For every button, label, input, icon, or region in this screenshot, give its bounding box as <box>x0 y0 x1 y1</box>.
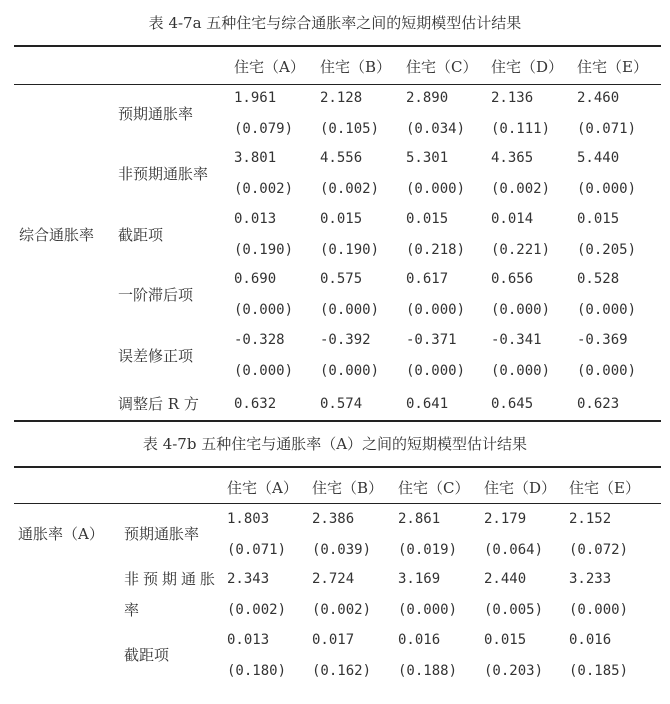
table-a-value: 2.128 <box>320 90 363 106</box>
table-b-value: 2.386 <box>312 511 355 527</box>
table-a-value: 0.528 <box>577 271 620 287</box>
table-a-pvalue: (0.000) <box>406 302 466 318</box>
table-a-row-label: 截距项 <box>118 226 164 244</box>
table-a-value: 4.556 <box>320 150 363 166</box>
table-b-pvalue: (0.000) <box>398 602 458 618</box>
table-a-value: -0.328 <box>234 332 285 348</box>
table-a-value: 0.656 <box>491 271 534 287</box>
table-a-r2-value: 0.645 <box>491 396 534 412</box>
table-a-caption: 表 4-7a 五种住宅与综合通胀率之间的短期模型估计结果 <box>148 14 522 32</box>
table-a-pvalue: (0.000) <box>320 363 380 379</box>
table-a-value: 0.014 <box>491 211 534 227</box>
table-b-pvalue: (0.180) <box>227 663 287 679</box>
table-b-row-label: 截距项 <box>124 646 170 664</box>
table-a-header-rule <box>14 84 661 85</box>
table-a-value: -0.371 <box>406 332 457 348</box>
table-b-value: 1.803 <box>227 511 270 527</box>
table-b-pvalue: (0.071) <box>227 542 287 558</box>
table-a-pvalue: (0.000) <box>406 363 466 379</box>
table-a-pvalue: (0.000) <box>234 363 294 379</box>
table-b-value: 2.440 <box>484 571 527 587</box>
table-b-pvalue: (0.203) <box>484 663 544 679</box>
table-a-value: 1.961 <box>234 90 277 106</box>
table-b-value: 2.152 <box>569 511 612 527</box>
table-b-pvalue: (0.072) <box>569 542 629 558</box>
table-a-pvalue: (0.000) <box>406 181 466 197</box>
table-a-value: 2.890 <box>406 90 449 106</box>
table-a-pvalue: (0.034) <box>406 121 466 137</box>
table-a-r2-label: 调整后 R 方 <box>118 395 199 413</box>
table-a-pvalue: (0.000) <box>491 363 551 379</box>
table-a-bottom-rule <box>14 420 661 422</box>
table-a-pvalue: (0.190) <box>320 242 380 258</box>
table-a-r2-value: 0.574 <box>320 396 363 412</box>
table-a-r2-value: 0.641 <box>406 396 449 412</box>
table-b-value: 2.724 <box>312 571 355 587</box>
table-a-value: 0.575 <box>320 271 363 287</box>
table-a-pvalue: (0.111) <box>491 121 551 137</box>
table-b-header-a: 住宅（A） <box>227 479 298 497</box>
table-b-header-rule <box>14 503 661 504</box>
table-a-value: 0.013 <box>234 211 277 227</box>
table-a-pvalue: (0.190) <box>234 242 294 258</box>
table-a-header-e: 住宅（E） <box>577 58 648 76</box>
table-b-group-label: 通胀率（A） <box>18 525 104 543</box>
table-b-header-e: 住宅（E） <box>569 479 640 497</box>
table-a-header-a: 住宅（A） <box>234 58 305 76</box>
table-a-value: 0.015 <box>406 211 449 227</box>
table-b-value: 3.169 <box>398 571 441 587</box>
table-a-pvalue: (0.218) <box>406 242 466 258</box>
table-b-header-b: 住宅（B） <box>312 479 384 497</box>
table-b-header-c: 住宅（C） <box>398 479 470 497</box>
table-a-r2-value: 0.632 <box>234 396 277 412</box>
table-a-value: 2.136 <box>491 90 534 106</box>
table-a-value: 0.617 <box>406 271 449 287</box>
table-a-row-label: 误差修正项 <box>118 347 194 365</box>
table-a-pvalue: (0.002) <box>320 181 380 197</box>
table-a-value: 3.801 <box>234 150 277 166</box>
table-b-pvalue: (0.188) <box>398 663 458 679</box>
table-a-value: 5.301 <box>406 150 449 166</box>
table-b-value: 0.016 <box>398 632 441 648</box>
table-a-value: 2.460 <box>577 90 620 106</box>
table-a-value: 0.015 <box>577 211 620 227</box>
table-a-pvalue: (0.000) <box>577 302 637 318</box>
table-a-row-label: 一阶滞后项 <box>118 286 194 304</box>
table-b-value: 3.233 <box>569 571 612 587</box>
table-a-value: 4.365 <box>491 150 534 166</box>
table-b-value: 2.179 <box>484 511 527 527</box>
table-a-pvalue: (0.000) <box>320 302 380 318</box>
table-a-pvalue: (0.000) <box>577 363 637 379</box>
table-b-value: 0.016 <box>569 632 612 648</box>
table-b-pvalue: (0.002) <box>227 602 287 618</box>
table-a-header-b: 住宅（B） <box>320 58 392 76</box>
table-b-pvalue: (0.039) <box>312 542 372 558</box>
table-b-value: 0.017 <box>312 632 355 648</box>
table-a-value: -0.341 <box>491 332 542 348</box>
table-b-value: 0.015 <box>484 632 527 648</box>
table-a-pvalue: (0.000) <box>491 302 551 318</box>
table-a-pvalue: (0.205) <box>577 242 637 258</box>
table-b-value: 2.343 <box>227 571 270 587</box>
table-a-pvalue: (0.079) <box>234 121 294 137</box>
table-a-top-rule <box>14 45 661 47</box>
table-a-header-d: 住宅（D） <box>491 58 564 76</box>
table-a-value: 0.015 <box>320 211 363 227</box>
table-a-value: -0.392 <box>320 332 371 348</box>
table-a-value: 0.690 <box>234 271 277 287</box>
table-a-row-label: 非预期通胀率 <box>118 165 209 183</box>
table-a-pvalue: (0.105) <box>320 121 380 137</box>
table-b-pvalue: (0.019) <box>398 542 458 558</box>
table-b-pvalue: (0.162) <box>312 663 372 679</box>
table-a-pvalue: (0.000) <box>577 181 637 197</box>
table-b-value: 2.861 <box>398 511 441 527</box>
table-a-pvalue: (0.002) <box>491 181 551 197</box>
table-a-value: -0.369 <box>577 332 628 348</box>
table-b-pvalue: (0.002) <box>312 602 372 618</box>
table-b-pvalue: (0.064) <box>484 542 544 558</box>
table-b-pvalue: (0.185) <box>569 663 629 679</box>
table-b-row-label: 预期通胀率 <box>124 525 200 543</box>
table-a-header-c: 住宅（C） <box>406 58 478 76</box>
table-a-pvalue: (0.071) <box>577 121 637 137</box>
table-b-row-label-wrap: 率 <box>124 601 140 619</box>
table-b-header-d: 住宅（D） <box>484 479 557 497</box>
table-a-group-label: 综合通胀率 <box>19 226 95 244</box>
table-b-caption: 表 4-7b 五种住宅与通胀率（A）之间的短期模型估计结果 <box>142 435 528 453</box>
table-b-top-rule <box>14 466 661 468</box>
table-b-pvalue: (0.005) <box>484 602 544 618</box>
table-b-row-label: 非预期通胀 <box>124 570 220 588</box>
table-a-pvalue: (0.002) <box>234 181 294 197</box>
table-a-value: 5.440 <box>577 150 620 166</box>
table-a-r2-value: 0.623 <box>577 396 620 412</box>
table-a-pvalue: (0.221) <box>491 242 551 258</box>
table-b-value: 0.013 <box>227 632 270 648</box>
table-a-row-label: 预期通胀率 <box>118 105 194 123</box>
table-b-pvalue: (0.000) <box>569 602 629 618</box>
table-a-pvalue: (0.000) <box>234 302 294 318</box>
